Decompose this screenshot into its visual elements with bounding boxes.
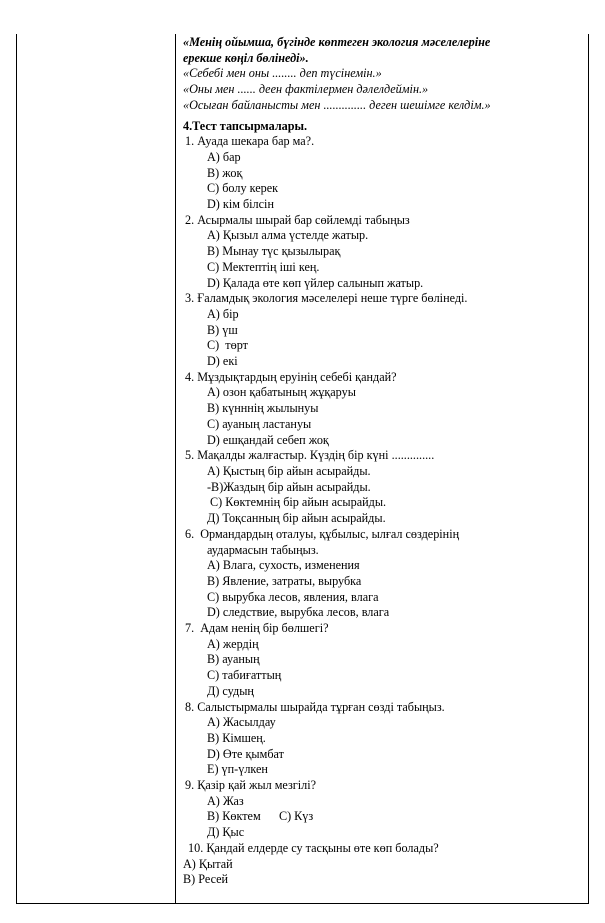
answer-option: C) вырубка лесов, явления, влага — [207, 589, 379, 604]
answer-option: D) екі — [207, 354, 238, 369]
answer-option: C) болу керек — [207, 181, 279, 196]
question: 6. Ормандардың оталуы, құбылыс, ылғал сөздерінің — [185, 526, 460, 541]
answer-option: B) ауаның — [207, 652, 260, 667]
answer-option: C) төрт — [207, 338, 248, 353]
table-border-middle — [175, 34, 176, 903]
answer-option: B) Ресей — [183, 872, 229, 887]
table-border-left — [16, 34, 17, 903]
question: 4. Мұздықтардың еруінің себебі қандай? — [185, 369, 397, 384]
answer-option: Д) Қыс — [207, 825, 245, 840]
intro-line-5: «Осыған байланысты мен .............. деген шешімге келдім.» — [183, 97, 491, 112]
answer-option: A) Жасылдау — [207, 715, 276, 730]
answer-option: A) бар — [207, 149, 241, 164]
intro-line-3: «Себебі мен оны ........ деп түсінемін.» — [183, 66, 382, 81]
intro-line-1: «Менің ойымша, бүгінде көптеген экология мәселелеріне — [183, 35, 491, 49]
answer-option: B) үш — [207, 322, 238, 337]
answer-option: B) Кімшең. — [207, 730, 266, 745]
answer-option: A) бір — [207, 306, 239, 321]
answer-option: -B)Жаздың бір айын асырайды. — [207, 479, 371, 494]
table-border-bottom — [16, 903, 589, 904]
answer-option: D) Қалада өте көп үйлер салынып жатыр. — [207, 275, 424, 290]
answer-option: B) күнннің жылынуы — [207, 401, 319, 416]
answer-option: B) Явление, затраты, вырубка — [207, 573, 362, 588]
answer-option: B) Мынау түс қызылырақ — [207, 244, 341, 259]
intro-line-4: «Оны мен ...... деен фактілермен дәлелдеймін.» — [183, 82, 429, 97]
answer-option: A) Қызыл алма үстелде жатыр. — [207, 228, 369, 243]
answer-option: A) озон қабатының жұқаруы — [207, 385, 356, 400]
answer-option: C) Көктемнің бір айын асырайды. — [207, 495, 387, 510]
question: 1. Ауада шекара бар ма?. — [185, 134, 315, 149]
question: 2. Асырмалы шырай бар сөйлемді табыңыз — [185, 212, 410, 227]
answer-option: E) үп-үлкен — [207, 762, 268, 777]
answer-option: A) жердің — [207, 636, 259, 651]
question: 9. Қазір қай жыл мезгілі? — [185, 778, 317, 793]
answer-option: C) табиғаттың — [207, 668, 282, 683]
answer-option: C) ауаның ластануы — [207, 416, 312, 431]
question: 10. Қандай елдерде су тасқыны өте көп болады? — [185, 840, 439, 855]
question-continuation: аудармасын табыңыз. — [207, 542, 319, 557]
question: 3. Ғаламдық экология мәселелері неше түрге бөлінеді. — [185, 291, 468, 306]
document-cell — [183, 35, 588, 888]
answer-option: A) Влага, сухость, изменения — [207, 558, 360, 573]
answer-option: A) Қытай — [183, 856, 233, 871]
answer-option: D) ешқандай себеп жоқ — [207, 432, 329, 447]
answer-option: D) кім білсін — [207, 197, 274, 212]
answer-option: D) Өте қымбат — [207, 746, 284, 761]
question: 7. Адам ненің бір бөлшегі? — [185, 621, 329, 636]
answer-option: Д) судың — [207, 683, 254, 698]
answer-option: Д) Тоқсанның бір айын асырайды. — [207, 511, 386, 526]
answer-option: D) следствие, вырубка лесов, влага — [207, 605, 390, 620]
question: 8. Салыстырмалы шырайда тұрған сөзді табыңыз. — [185, 699, 445, 714]
intro-line-2: ерекше көңіл бөлінеді». — [183, 50, 309, 65]
answer-option: A) Қыстың бір айын асырайды. — [207, 463, 371, 478]
section-title: 4.Тест тапсырмалары. — [183, 118, 308, 133]
answer-option: B) жоқ — [207, 165, 243, 180]
table-border-right — [588, 34, 589, 903]
answer-option: C) Мектептің іші кең. — [207, 259, 320, 274]
question: 5. Мақалды жалғастыр. Күздің бір күні .............. — [185, 448, 435, 463]
answer-option: A) Жаз — [207, 793, 244, 808]
answer-option: B) Көктем C) Күз — [207, 809, 314, 824]
